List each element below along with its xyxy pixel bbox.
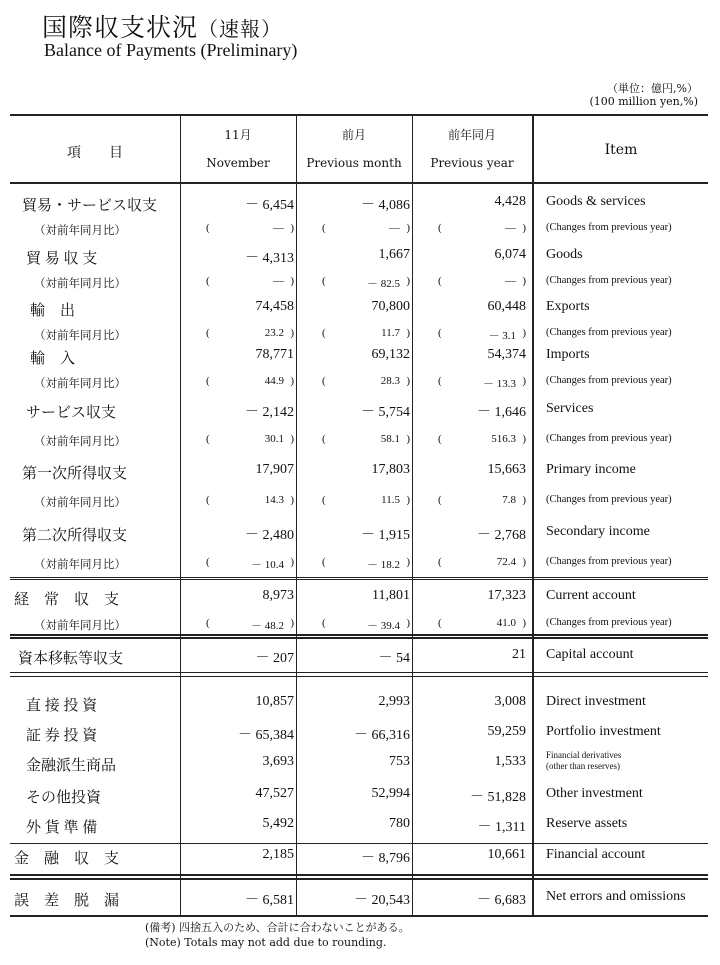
row-label: 誤 差 脱 漏 (14, 893, 120, 909)
table-rule (10, 577, 708, 578)
percent-cell (206, 617, 294, 631)
paren-open: ( (438, 433, 442, 445)
row-label: 直 接 投 資 (26, 698, 98, 714)
note-en: (Note) Totals may not add due to rounding. (145, 936, 387, 949)
table-row (10, 847, 708, 869)
paren-open: ( (322, 275, 326, 287)
column-rule (296, 114, 297, 916)
row-label-en-text: Exports (546, 299, 590, 314)
paren-close: ) (290, 327, 294, 339)
page-title-en: Balance of Payments (Preliminary) (44, 40, 298, 60)
percent-cell (322, 222, 410, 236)
paren-close: ) (522, 556, 526, 568)
table-row (10, 324, 708, 346)
value-cell: 3,693 (262, 754, 294, 769)
paren-open: ( (438, 556, 442, 568)
unit-label-jp: （単位：億円,%） (607, 82, 698, 95)
value-cell: 17,907 (255, 462, 294, 477)
row-label: 貿易・サービス収支 (22, 198, 158, 214)
percent-value: ― (389, 222, 400, 234)
row-label-en (546, 494, 672, 505)
row-label-en-text: Secondary income (546, 524, 650, 539)
row-label-en (546, 194, 646, 210)
row-label-en (546, 694, 646, 710)
table-row (10, 588, 708, 610)
row-label-en (546, 275, 672, 286)
table-rule (10, 843, 708, 844)
value-cell: 59,259 (487, 724, 526, 739)
table-row (10, 816, 708, 838)
row-label: 金融派生商品 (26, 758, 117, 774)
percent-cell (438, 327, 526, 341)
paren-close: ) (406, 222, 410, 234)
percent-value: 11.7 (381, 327, 400, 339)
row-label-en-text: (Changes from previous year) (546, 275, 672, 286)
percent-value: － 82.5 (367, 278, 400, 290)
paren-close: ) (290, 275, 294, 287)
paren-open: ( (322, 375, 326, 387)
paren-close: ) (406, 617, 410, 629)
value-cell: 10,661 (487, 847, 526, 862)
row-label-en-text: (Changes from previous year) (546, 494, 672, 505)
table-row (10, 524, 708, 546)
paren-close: ) (522, 275, 526, 287)
percent-cell (438, 556, 526, 570)
value-cell: 74,458 (255, 299, 294, 314)
percent-value: － 13.3 (483, 378, 516, 390)
row-label: 貿 易 収 支 (26, 251, 98, 267)
table-row (10, 694, 708, 716)
row-label-en (546, 588, 636, 604)
value-cell: － 1,311 (477, 820, 526, 835)
percent-value: 30.1 (264, 433, 284, 445)
value-cell: 47,527 (255, 786, 294, 801)
table-row (10, 491, 708, 513)
value-cell: － 8,796 (361, 851, 410, 866)
row-label-en-text: (Changes from previous year) (546, 375, 672, 386)
table-rule (10, 874, 708, 876)
row-label-en (546, 462, 636, 478)
column-rule (412, 114, 413, 916)
paren-close: ) (522, 494, 526, 506)
table-rule (10, 676, 708, 677)
row-label: 輸 出 (30, 303, 76, 319)
row-label: 外 貨 準 備 (26, 820, 98, 836)
percent-cell (322, 327, 410, 341)
value-cell: － 4,313 (245, 251, 294, 266)
paren-close: ) (522, 375, 526, 387)
value-cell: 10,857 (255, 694, 294, 709)
table-row (10, 299, 708, 321)
percent-value: 7.8 (502, 494, 516, 506)
paren-open: ( (438, 375, 442, 387)
value-cell: 1,667 (378, 247, 410, 262)
row-label-en-text: Reserve assets (546, 816, 628, 831)
percent-value: 72.4 (496, 556, 516, 568)
value-cell: － 6,454 (245, 198, 294, 213)
paren-close: ) (290, 494, 294, 506)
value-cell: － 66,316 (354, 728, 410, 743)
percent-value: － 39.4 (367, 620, 400, 632)
row-label-en (546, 247, 583, 263)
value-cell: 70,800 (371, 299, 410, 314)
paren-open: ( (438, 222, 442, 234)
percent-value: 58.1 (380, 433, 400, 445)
paren-open: ( (438, 494, 442, 506)
row-label-en-text: (Changes from previous year) (546, 617, 672, 628)
paren-open: ( (206, 556, 210, 568)
table-rule (10, 637, 708, 639)
value-cell: － 5,754 (361, 405, 410, 420)
value-cell: － 207 (255, 651, 294, 666)
paren-close: ) (290, 433, 294, 445)
column-rule (180, 114, 181, 916)
value-cell: 21 (512, 647, 526, 662)
table-row (10, 647, 708, 669)
value-cell: 78,771 (255, 347, 294, 362)
percent-value: 516.3 (491, 433, 516, 445)
row-label-en-text: Goods (546, 247, 583, 262)
percent-cell (322, 375, 410, 389)
percent-value: ― (505, 222, 516, 234)
paren-close: ) (406, 433, 410, 445)
table-rule (10, 579, 708, 580)
row-label-en (546, 786, 643, 802)
value-cell: － 1,646 (477, 405, 526, 420)
paren-close: ) (290, 375, 294, 387)
paren-open: ( (206, 327, 210, 339)
paren-close: ) (290, 222, 294, 234)
value-cell: 2,993 (378, 694, 410, 709)
row-label: （対前年同月比） (34, 497, 126, 509)
percent-cell (206, 556, 294, 570)
percent-value: － 10.4 (251, 559, 284, 571)
percent-cell (322, 275, 410, 289)
row-label-en (546, 222, 672, 233)
percent-cell (206, 494, 294, 508)
row-label: （対前年同月比） (34, 330, 126, 342)
paren-open: ( (206, 617, 210, 629)
value-cell: 3,008 (494, 694, 526, 709)
row-label: 経 常 収 支 (14, 592, 120, 608)
row-label-en-text: (Changes from previous year) (546, 222, 672, 233)
percent-value: － 18.2 (367, 559, 400, 571)
value-cell: 5,492 (262, 816, 294, 831)
value-cell: － 6,683 (477, 893, 526, 908)
value-cell: 8,973 (262, 588, 294, 603)
row-label: その他投資 (26, 790, 102, 806)
header-item-en: Item (604, 142, 638, 158)
row-label: 輸 入 (30, 351, 76, 367)
row-label-en-text: Other investment (546, 786, 643, 801)
value-cell: － 4,086 (361, 198, 410, 213)
row-label: （対前年同月比） (34, 378, 126, 390)
row-label-en (546, 724, 661, 740)
header-col2-jp: 前月 (341, 128, 366, 142)
row-label-en (546, 847, 645, 863)
percent-value: 14.3 (264, 494, 284, 506)
header-col1-en: November (206, 156, 270, 170)
row-label-en-text: Primary income (546, 462, 636, 477)
row-label: （対前年同月比） (34, 225, 126, 237)
paren-close: ) (406, 375, 410, 387)
percent-cell (438, 617, 526, 631)
percent-cell (206, 222, 294, 236)
paren-open: ( (322, 327, 326, 339)
paren-open: ( (438, 275, 442, 287)
value-cell: － 54 (378, 651, 410, 666)
row-label-en (546, 299, 590, 315)
table-row (10, 614, 708, 636)
value-cell: 17,323 (487, 588, 526, 603)
table-row (10, 372, 708, 394)
percent-cell (322, 556, 410, 570)
row-label: （対前年同月比） (34, 620, 126, 632)
value-cell: － 65,384 (238, 728, 294, 743)
percent-cell (322, 494, 410, 508)
value-cell: － 2,480 (245, 528, 294, 543)
percent-cell (206, 327, 294, 341)
table-row (10, 553, 708, 575)
header-col1-jp: 11月 (224, 128, 252, 142)
percent-value: 11.5 (381, 494, 400, 506)
row-label-en-text: (Changes from previous year) (546, 433, 672, 444)
value-cell: － 2,142 (245, 405, 294, 420)
value-cell: 6,074 (494, 247, 526, 262)
row-label-en (546, 617, 672, 628)
table-row (10, 430, 708, 452)
paren-open: ( (206, 275, 210, 287)
paren-open: ( (438, 327, 442, 339)
table-rule (10, 634, 708, 636)
paren-close: ) (522, 222, 526, 234)
table-row (10, 272, 708, 294)
column-rule (532, 114, 534, 916)
value-cell: 2,185 (262, 847, 294, 862)
paren-open: ( (322, 617, 326, 629)
table-row (10, 462, 708, 484)
row-label: （対前年同月比） (34, 278, 126, 290)
percent-value: ― (273, 222, 284, 234)
row-label-en (546, 524, 650, 540)
percent-value: － 48.2 (251, 620, 284, 632)
row-label: 資本移転等収支 (18, 651, 124, 667)
value-cell: － 51,828 (470, 790, 526, 805)
table-row (10, 750, 708, 776)
percent-cell (206, 275, 294, 289)
row-label-en-text: Services (546, 401, 594, 416)
header-col3-en: Previous year (430, 156, 514, 170)
table-row (10, 401, 708, 423)
table-rule (10, 878, 708, 880)
header-item-jp: 項 目 (67, 145, 123, 161)
table-row (10, 347, 708, 369)
row-label-en-text: Goods & services (546, 194, 646, 209)
percent-value: ― (505, 275, 516, 287)
paren-open: ( (206, 433, 210, 445)
unit-label-en: (100 million yen,%) (589, 95, 698, 108)
header-col3-jp: 前年同月 (447, 128, 496, 142)
paren-open: ( (206, 375, 210, 387)
paren-close: ) (522, 327, 526, 339)
value-cell: 780 (389, 816, 410, 831)
percent-value: 44.9 (264, 375, 284, 387)
row-label-en (546, 347, 590, 363)
row-label-en (546, 327, 672, 338)
row-label-en-text: Financial derivatives (546, 750, 622, 760)
row-label-en-text: Current account (546, 588, 636, 603)
row-label-en (546, 816, 627, 832)
paren-open: ( (206, 494, 210, 506)
row-label-en-text: Net errors and omissions (546, 889, 686, 904)
percent-value: 28.3 (380, 375, 400, 387)
percent-cell (438, 275, 526, 289)
row-label-en (546, 889, 686, 905)
row-label-en (546, 375, 672, 386)
value-cell: 4,428 (494, 194, 526, 209)
paren-close: ) (406, 494, 410, 506)
row-label: サービス収支 (26, 405, 117, 421)
row-label: （対前年同月比） (34, 559, 126, 571)
percent-cell (438, 494, 526, 508)
paren-close: ) (290, 556, 294, 568)
table-rule (10, 915, 708, 917)
paren-open: ( (322, 222, 326, 234)
row-label-en-text: Portfolio investment (546, 724, 661, 739)
row-label-en (546, 750, 621, 772)
value-cell: 54,374 (487, 347, 526, 362)
table-row (10, 247, 708, 269)
paren-close: ) (406, 327, 410, 339)
percent-cell (206, 375, 294, 389)
value-cell: 52,994 (371, 786, 410, 801)
paren-open: ( (322, 433, 326, 445)
value-cell: 753 (389, 754, 410, 769)
table-row (10, 786, 708, 808)
row-label: 金 融 収 支 (14, 851, 120, 867)
row-label: （対前年同月比） (34, 436, 126, 448)
value-cell: 11,801 (372, 588, 410, 603)
table-row (10, 219, 708, 241)
value-cell: － 20,543 (354, 893, 410, 908)
table-row (10, 889, 708, 911)
percent-cell (438, 433, 526, 447)
percent-cell (438, 222, 526, 236)
row-label-en-text: Direct investment (546, 694, 646, 709)
value-cell: － 2,768 (477, 528, 526, 543)
value-cell: － 6,581 (245, 893, 294, 908)
value-cell: － 1,915 (361, 528, 410, 543)
percent-cell (322, 433, 410, 447)
paren-open: ( (206, 222, 210, 234)
row-label-en-text: Imports (546, 347, 590, 362)
value-cell: 69,132 (371, 347, 410, 362)
table-rule (10, 182, 708, 184)
row-label: 第一次所得収支 (22, 466, 128, 482)
value-cell: 15,663 (487, 462, 526, 477)
paren-open: ( (322, 494, 326, 506)
table-rule (10, 114, 708, 116)
paren-close: ) (522, 433, 526, 445)
row-label-en (546, 433, 672, 444)
percent-cell (438, 375, 526, 389)
paren-close: ) (290, 617, 294, 629)
note-jp: (備考) 四捨五入のため、合計に合わないことがある。 (145, 921, 410, 934)
paren-close: ) (406, 556, 410, 568)
paren-open: ( (322, 556, 326, 568)
row-label-en-text: Financial account (546, 847, 646, 862)
value-cell: 1,533 (494, 754, 526, 769)
value-cell: 17,803 (371, 462, 410, 477)
row-label-en-text: Capital account (546, 647, 634, 662)
percent-value: 23.2 (264, 327, 284, 339)
paren-close: ) (406, 275, 410, 287)
header-col2-en: Previous month (306, 156, 402, 170)
balance-table (10, 114, 708, 916)
row-label-en-text: (Changes from previous year) (546, 556, 672, 567)
row-label-en-text: (Changes from previous year) (546, 327, 672, 338)
row-label-en (546, 401, 593, 417)
percent-cell (322, 617, 410, 631)
page-title-jp: 国際収支状況（速報） (42, 13, 283, 42)
percent-cell (206, 433, 294, 447)
row-label: 第二次所得収支 (22, 528, 128, 544)
paren-close: ) (522, 617, 526, 629)
row-label-en-text-2: (other than reserves) (546, 761, 620, 771)
value-cell: 60,448 (487, 299, 526, 314)
table-row (10, 194, 708, 216)
table-row (10, 724, 708, 746)
row-label: 証 券 投 資 (26, 728, 98, 744)
table-rule (10, 672, 708, 673)
percent-value: 41.0 (496, 617, 516, 629)
percent-value: ― (273, 275, 284, 287)
paren-open: ( (438, 617, 442, 629)
row-label-en (546, 556, 672, 567)
percent-value: － 3.1 (488, 330, 516, 342)
row-label-en (546, 647, 633, 663)
